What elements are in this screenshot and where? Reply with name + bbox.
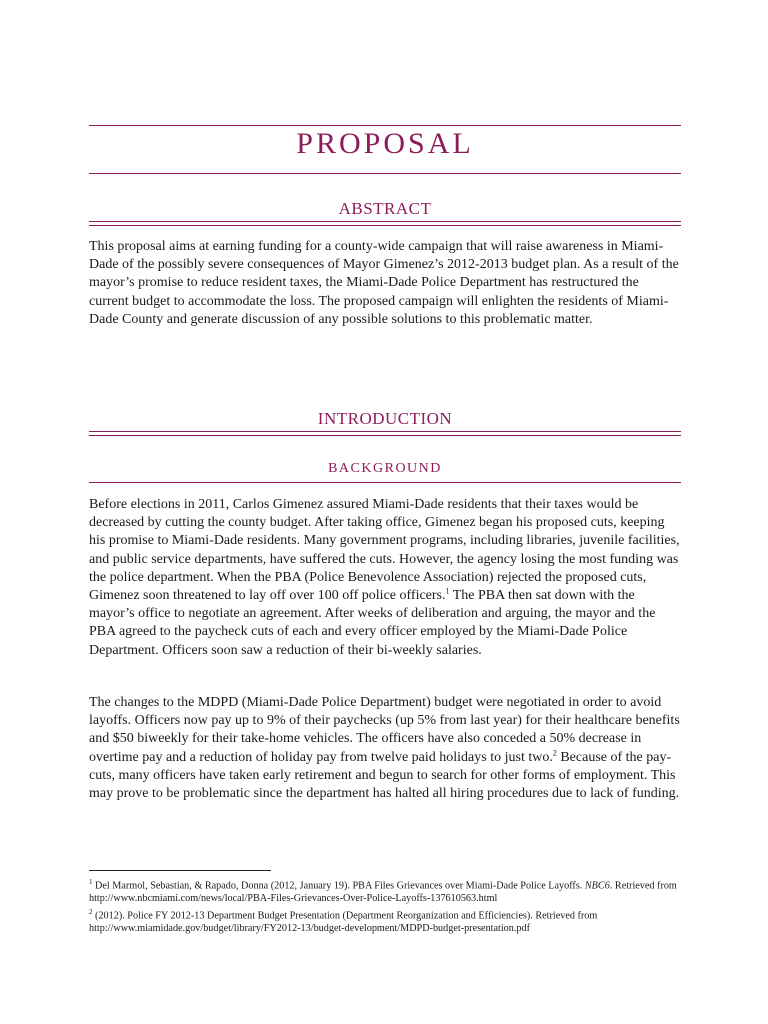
footnotes xyxy=(89,876,681,935)
footnote-number: 2 xyxy=(89,907,93,916)
background-paragraph-2 xyxy=(89,694,681,803)
footnote-url[interactable]: . Retrieved from http://www.nbcmiami.com/news/local/PBA-Files-Grievances-Over-Police-Layoffs-137610563.html xyxy=(89,880,677,904)
paragraph-text: The changes to the MDPD (Miami-Dade Police Department) budget were negotiated in order to avoid layoffs. Officers now pay up to 9% of their paychecks (up 5% from last year) for their healthcare benefits and $50 biweekly for their take-home vehicles. The officers have also conceded a 50% decrease in overtime pay and a reduction of holiday pay from twelve paid holidays to just two. xyxy=(89,695,680,765)
paragraph-text: The PBA then sat down with the mayor’s office to negotiate an agreement. After weeks of deliberation and arguing, the mayor and the PBA agreed to the paycheck cuts of each and every officer employed by the Miami-Dade Police Department. Officers soon saw a reduction of their bi-weekly salaries. xyxy=(89,588,656,658)
page-title: PROPOSAL xyxy=(296,127,474,160)
abstract-heading-rule xyxy=(89,221,681,226)
title-top-rule xyxy=(89,125,681,126)
paragraph-text: Before elections in 2011, Carlos Gimenez assured Miami-Dade residents that their taxes would be decreased by cutting the county budget. After taking office, Gimenez began his proposed cuts, keeping his promise to Miami-Dade residents. Many government programs, including libraries, juvenile facilities, and public service departments, have suffered the cuts. However, the agency losing the most funding was the police department. When the PBA (Police Benevolence Association) rejected the proposed cuts, Gimenez soon threatened to lay off over 100 off police officers. xyxy=(89,497,680,604)
paragraph-text: Because of the pay-cuts, many officers have taken early retirement and begun to search for other forms of employment. This may prove to be problematic since the department has halted all hiring procedures due to lack of funding. xyxy=(89,749,680,802)
abstract-heading: ABSTRACT xyxy=(338,199,432,218)
footnote-number: 1 xyxy=(89,878,93,886)
background-paragraph-1 xyxy=(89,496,681,660)
background-heading: BACKGROUND xyxy=(328,461,442,476)
introduction-heading: INTRODUCTION xyxy=(317,409,453,428)
introduction-heading-rule xyxy=(89,431,681,436)
footnote-separator xyxy=(89,870,271,871)
footnote-1 xyxy=(89,876,681,906)
footnote-text: Del Marmol, Sebastian, & Rapado, Donna (2012, January 19). PBA Files Grievances over Miami-Dade Police Layoffs. xyxy=(92,880,585,892)
abstract-paragraph: This proposal aims at earning funding for a county-wide campaign that will raise awareness in Miami-Dade of the possibly severe consequences of Mayor Gimenez’s 2012-2013 budget plan. As a result of the mayor’s promise to reduce resident taxes, the Miami-Dade Police Department has restructured the current budget to accommodate the loss. The proposed campaign will enlighten the residents of Miami-Dade County and generate discussion of any possible solutions to this problematic matter. xyxy=(89,239,679,327)
title-bottom-rule xyxy=(89,173,681,174)
footnote-ref-2[interactable]: 2 xyxy=(552,747,557,757)
background-heading-rule xyxy=(89,482,681,483)
footnote-2 xyxy=(89,906,681,936)
footnote-source: NBC6 xyxy=(584,880,610,892)
footnote-ref-1[interactable]: 1 xyxy=(445,586,450,596)
footnote-text[interactable]: (2012). Police FY 2012-13 Department Budget Presentation (Department Reorganization and Efficiencies). Retrieved from http://www.miamidade.gov/budget/library/FY2012-13/budget-development/MDPD-budget-presentation.pdf xyxy=(89,909,598,934)
